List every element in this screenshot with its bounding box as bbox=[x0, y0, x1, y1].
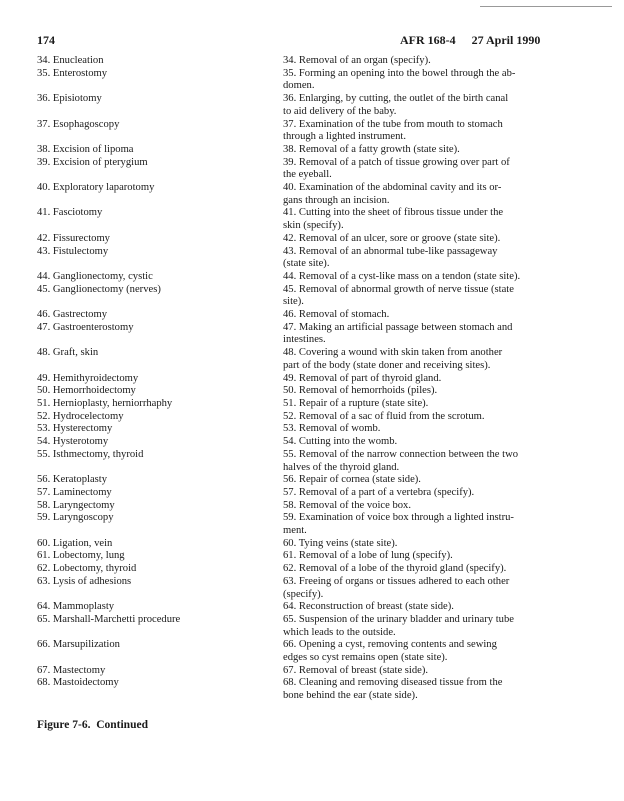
procedure-definition: 37. Examination of the tube from mouth to stomach through a lighted instrument. bbox=[283, 118, 503, 143]
glossary-entry bbox=[37, 614, 597, 639]
procedure-definition: 62. Removal of a lobe of the thyroid gland (specify). bbox=[283, 563, 507, 575]
glossary-entry bbox=[37, 68, 597, 93]
glossary-entry bbox=[37, 665, 597, 678]
procedure-definition: 36. Enlarging, by cutting, the outlet of the birth canal to aid delivery of the baby. bbox=[283, 93, 509, 117]
procedure-definition: 64. Reconstruction of breast (state side). bbox=[283, 601, 454, 613]
procedure-term: 52. Hydrocelectomy bbox=[37, 410, 124, 422]
procedure-term: 59. Laryngoscopy bbox=[37, 512, 114, 524]
procedure-term: 46. Gastrectomy bbox=[37, 309, 108, 321]
procedure-definition: 40. Examination of the abdominal cavity and its or- gans through an incision. bbox=[283, 182, 502, 206]
glossary-entry bbox=[37, 144, 597, 157]
procedure-definition: 35. Forming an opening into the bowel through the ab- domen. bbox=[283, 67, 516, 92]
glossary-entry bbox=[37, 500, 597, 513]
glossary-entry bbox=[37, 207, 597, 232]
procedure-term: 57. Laminectomy bbox=[37, 486, 112, 498]
procedure-term: 51. Hernioplasty, herniorrhaphy bbox=[37, 397, 173, 409]
glossary-entry bbox=[37, 322, 597, 347]
glossary-entry bbox=[37, 233, 597, 246]
procedure-term: 65. Marshall-Marchetti procedure bbox=[37, 613, 181, 625]
figure-caption: Figure 7-6. Continued bbox=[37, 718, 148, 731]
procedure-term: 54. Hysterotomy bbox=[37, 436, 109, 448]
procedure-definition: 41. Cutting into the sheet of fibrous tissue under the skin (specify). bbox=[283, 207, 504, 232]
procedure-definition: 59. Examination of voice box through a lighted instru- ment. bbox=[283, 512, 514, 537]
procedure-term: 50. Hemorrhoidectomy bbox=[37, 385, 136, 397]
procedure-term: 62. Lobectomy, thyroid bbox=[37, 563, 137, 575]
glossary-entry bbox=[37, 284, 597, 309]
glossary-entry bbox=[37, 93, 597, 118]
procedure-definition: 54. Cutting into the womb. bbox=[283, 436, 398, 448]
procedure-definition: 34. Removal of an organ (specify). bbox=[283, 55, 431, 66]
glossary-entry bbox=[37, 157, 597, 182]
glossary-entry bbox=[37, 423, 597, 436]
procedure-definition: 46. Removal of stomach. bbox=[283, 309, 390, 321]
procedure-definition: 50. Removal of hemorrhoids (piles). bbox=[283, 385, 438, 397]
procedure-term: 66. Marsupilization bbox=[37, 639, 120, 651]
doc-date: 27 April 1990 bbox=[471, 33, 541, 47]
procedure-term: 64. Mammoplasty bbox=[37, 601, 115, 613]
procedure-definition: 61. Removal of a lobe of lung (specify). bbox=[283, 550, 453, 562]
procedure-definition: 66. Opening a cyst, removing contents and sewing edges so cyst remains open (state site). bbox=[283, 639, 497, 664]
glossary-entry bbox=[37, 246, 597, 271]
glossary-entry bbox=[37, 449, 597, 474]
procedure-term: 45. Ganglionectomy (nerves) bbox=[37, 283, 161, 295]
procedure-definition: 55. Removal of the narrow connection between the two halves of the thyroid gland. bbox=[283, 448, 519, 473]
procedure-definition: 63. Freeing of organs or tissues adhered to each other (specify). bbox=[283, 575, 510, 600]
procedure-term: 68. Mastoidectomy bbox=[37, 677, 119, 689]
procedure-glossary bbox=[37, 55, 597, 703]
glossary-entry bbox=[37, 119, 597, 144]
doc-id: AFR 168-4 bbox=[400, 33, 456, 47]
procedure-term: 37. Esophagoscopy bbox=[37, 118, 120, 130]
procedure-definition: 47. Making an artificial passage between stomach and intestines. bbox=[283, 321, 513, 346]
procedure-term: 49. Hemithyroidectomy bbox=[37, 372, 139, 384]
procedure-definition: 53. Removal of womb. bbox=[283, 423, 381, 435]
glossary-entry bbox=[37, 347, 597, 372]
glossary-entry bbox=[37, 309, 597, 322]
procedure-term: 47. Gastroenterostomy bbox=[37, 321, 134, 333]
procedure-definition: 49. Removal of part of thyroid gland. bbox=[283, 372, 442, 384]
procedure-term: 61. Lobectomy, lung bbox=[37, 550, 125, 562]
glossary-entry bbox=[37, 576, 597, 601]
procedure-term: 60. Ligation, vein bbox=[37, 537, 113, 549]
procedure-term: 58. Laryngectomy bbox=[37, 499, 115, 511]
procedure-definition: 67. Removal of breast (state side). bbox=[283, 664, 429, 676]
glossary-entry bbox=[37, 385, 597, 398]
glossary-entry bbox=[37, 55, 597, 68]
procedure-term: 43. Fistulectomy bbox=[37, 245, 109, 257]
glossary-entry bbox=[37, 512, 597, 537]
procedure-term: 38. Excision of lipoma bbox=[37, 143, 134, 155]
procedure-term: 39. Excision of pterygium bbox=[37, 156, 148, 168]
glossary-entry bbox=[37, 550, 597, 563]
procedure-term: 48. Graft, skin bbox=[37, 347, 99, 359]
glossary-entry bbox=[37, 563, 597, 576]
glossary-entry bbox=[37, 436, 597, 449]
procedure-term: 55. Isthmectomy, thyroid bbox=[37, 448, 144, 460]
glossary-entry bbox=[37, 182, 597, 207]
glossary-entry bbox=[37, 411, 597, 424]
procedure-term: 42. Fissurectomy bbox=[37, 232, 110, 244]
procedure-definition: 39. Removal of a patch of tissue growing over part of the eyeball. bbox=[283, 156, 510, 181]
procedure-term: 67. Mastectomy bbox=[37, 664, 106, 676]
procedure-term: 44. Ganglionectomy, cystic bbox=[37, 270, 153, 282]
procedure-definition: 56. Repair of cornea (state side). bbox=[283, 474, 421, 486]
procedure-definition: 58. Removal of the voice box. bbox=[283, 499, 411, 511]
procedure-term: 56. Keratoplasty bbox=[37, 474, 108, 486]
procedure-definition: 57. Removal of a part of a vertebra (specify). bbox=[283, 486, 475, 498]
procedure-term: 53. Hysterectomy bbox=[37, 423, 113, 435]
procedure-definition: 48. Covering a wound with skin taken from another part of the body (state doner and receiving sites). bbox=[283, 347, 503, 371]
procedure-term: 63. Lysis of adhesions bbox=[37, 575, 132, 587]
procedure-term: 40. Exploratory laparotomy bbox=[37, 182, 155, 194]
procedure-definition: 43. Removal of an abnormal tube-like passageway (state site). bbox=[283, 245, 498, 270]
glossary-entry bbox=[37, 271, 597, 284]
procedure-definition: 38. Removal of a fatty growth (state site). bbox=[283, 143, 460, 155]
procedure-term: 41. Fasciotomy bbox=[37, 207, 103, 219]
procedure-definition: 52. Removal of a sac of fluid from the scrotum. bbox=[283, 410, 485, 422]
glossary-entry bbox=[37, 398, 597, 411]
procedure-term: 36. Episiotomy bbox=[37, 93, 102, 105]
procedure-definition: 42. Removal of an ulcer, sore or groove (state site). bbox=[283, 232, 501, 244]
procedure-term: 35. Enterostomy bbox=[37, 67, 108, 79]
procedure-definition: 45. Removal of abnormal growth of nerve tissue (state site). bbox=[283, 283, 514, 308]
page-content bbox=[37, 55, 597, 731]
procedure-term: 34. Enucleation bbox=[37, 55, 104, 66]
glossary-entry bbox=[37, 639, 597, 664]
glossary-entry bbox=[37, 487, 597, 500]
running-header bbox=[400, 33, 540, 48]
procedure-definition: 44. Removal of a cyst-like mass on a tendon (state site). bbox=[283, 270, 521, 282]
glossary-entry bbox=[37, 373, 597, 386]
glossary-entry bbox=[37, 677, 597, 702]
glossary-entry bbox=[37, 538, 597, 551]
page-number: 174 bbox=[37, 33, 55, 47]
procedure-definition: 60. Tying veins (state site). bbox=[283, 537, 398, 549]
procedure-definition: 68. Cleaning and removing diseased tissue from the bone behind the ear (state side). bbox=[283, 677, 503, 702]
scan-artifact-line bbox=[480, 6, 612, 7]
glossary-entry bbox=[37, 474, 597, 487]
procedure-definition: 51. Repair of a rupture (state site). bbox=[283, 397, 429, 409]
procedure-definition: 65. Suspension of the urinary bladder and urinary tube which leads to the outside. bbox=[283, 613, 514, 638]
glossary-entry bbox=[37, 601, 597, 614]
